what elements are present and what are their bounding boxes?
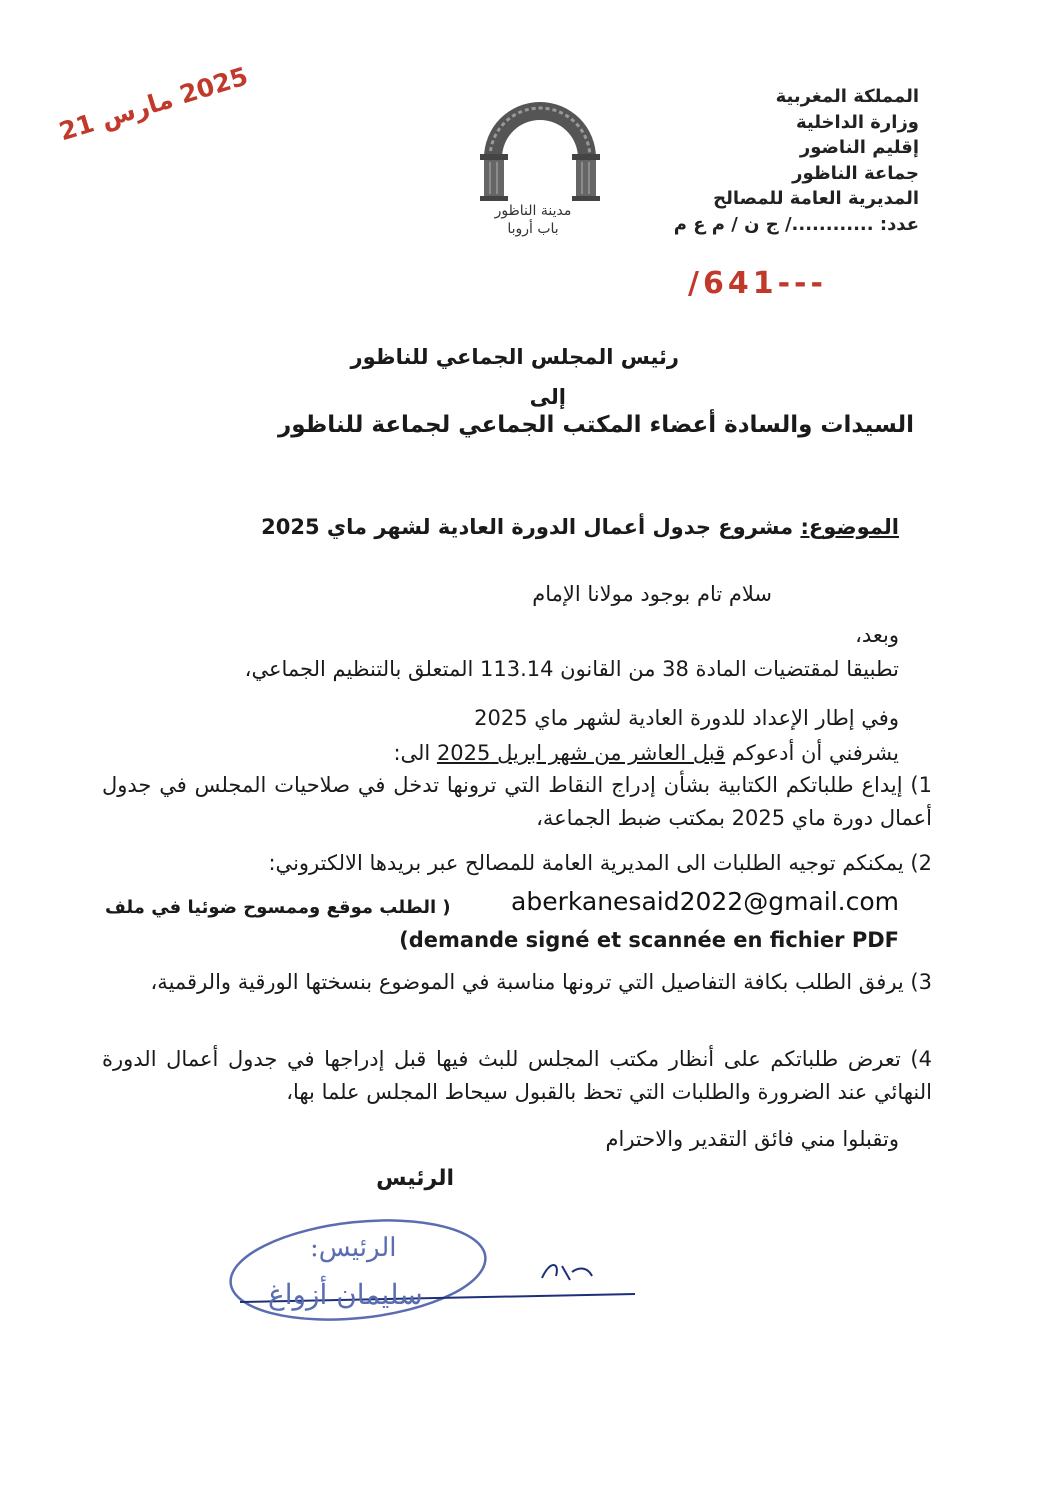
reference-stamp: /641---: [688, 266, 827, 301]
sender: رئيس المجلس الجماعي للناظور: [350, 345, 679, 369]
letterhead: [599, 84, 919, 237]
logo-caption-city: مدينة الناظور: [494, 203, 572, 219]
invitation-start: يشرفني أن أدعوكم: [731, 741, 899, 765]
email-note: ( الطلب موقع وممسوح ضوئيا في ملف: [105, 897, 451, 918]
letterhead-line: المديرية العامة للمصالح: [713, 188, 919, 209]
list-item: 1) إيداع طلباتكم الكتابية بشأن إدراج النقاط التي ترونها تدخل في صلاحيات المجلس في جدول أعمال دورة ماي 2025 بمكتب ضبط الجماعة،: [102, 773, 932, 830]
letterhead-line: المملكة المغربية: [775, 86, 919, 107]
stamp-name: سليمان أزواغ: [268, 1278, 423, 1311]
list-item: 2) يمكنكم توجيه الطلبات الى المديرية العامة للمصالح عبر بريدها الالكتروني:: [268, 851, 932, 875]
reference-number-line: عدد: ............/ ج ن / م ع م: [673, 213, 919, 235]
invitation-deadline: قبل العاشر من شهر ابريل 2025: [436, 741, 726, 765]
letterhead-line: إقليم الناضور: [799, 137, 919, 158]
closing: وتقبلوا مني فائق التقدير والاحترام: [605, 1127, 899, 1151]
after-greeting: وبعد،: [855, 623, 899, 647]
subject-text: مشروع جدول أعمال الدورة العادية لشهر ماي 2025: [261, 515, 794, 539]
to-label: إلى: [529, 385, 566, 409]
date-stamp: 2025 مارس 21: [55, 61, 252, 147]
subject: [259, 511, 899, 543]
paragraph-legal-basis: تطبيقا لمقتضيات المادة 38 من القانون 113.14 المتعلق بالتنظيم الجماعي،: [244, 657, 899, 681]
letterhead-line: جماعة الناظور: [792, 162, 919, 184]
paragraph-context: وفي إطار الإعداد للدورة العادية لشهر ماي 2025: [474, 706, 899, 730]
greeting: سلام تام بوجود مولانا الإمام: [532, 582, 772, 606]
stamp-title: الرئيس:: [310, 1233, 397, 1263]
list-item: 3) يرفق الطلب بكافة التفاصيل التي ترونها مناسبة في الموضوع بنسختها الورقية والرقمية،: [150, 970, 932, 994]
letterhead-line: وزارة الداخلية: [795, 111, 919, 133]
email-address: aberkanesaid2022@gmail.com: [511, 887, 899, 916]
logo-caption-gate: باب أروبا: [507, 221, 559, 237]
pdf-note: (demande signé et scannée en fichier PDF: [399, 928, 899, 952]
recipients: السيدات والسادة أعضاء المكتب الجماعي لجماعة للناظور: [277, 412, 914, 438]
invitation-end: الى:: [393, 741, 431, 765]
logo-caption: [468, 202, 598, 238]
signatory-title: الرئيس: [376, 1166, 454, 1191]
paragraph-invitation: [109, 738, 899, 769]
list-item: 4) تعرض طلباتكم على أنظار مكتب المجلس للبث فيها قبل إدراجها في جدول أعمال الدورة النهائي عند الضرورة والطلبات التي تحظ بالقبول سيحاط المجلس علما بها،: [102, 1047, 932, 1104]
signature-stamp: [220, 1210, 650, 1330]
subject-label: الموضوع:: [800, 515, 899, 539]
